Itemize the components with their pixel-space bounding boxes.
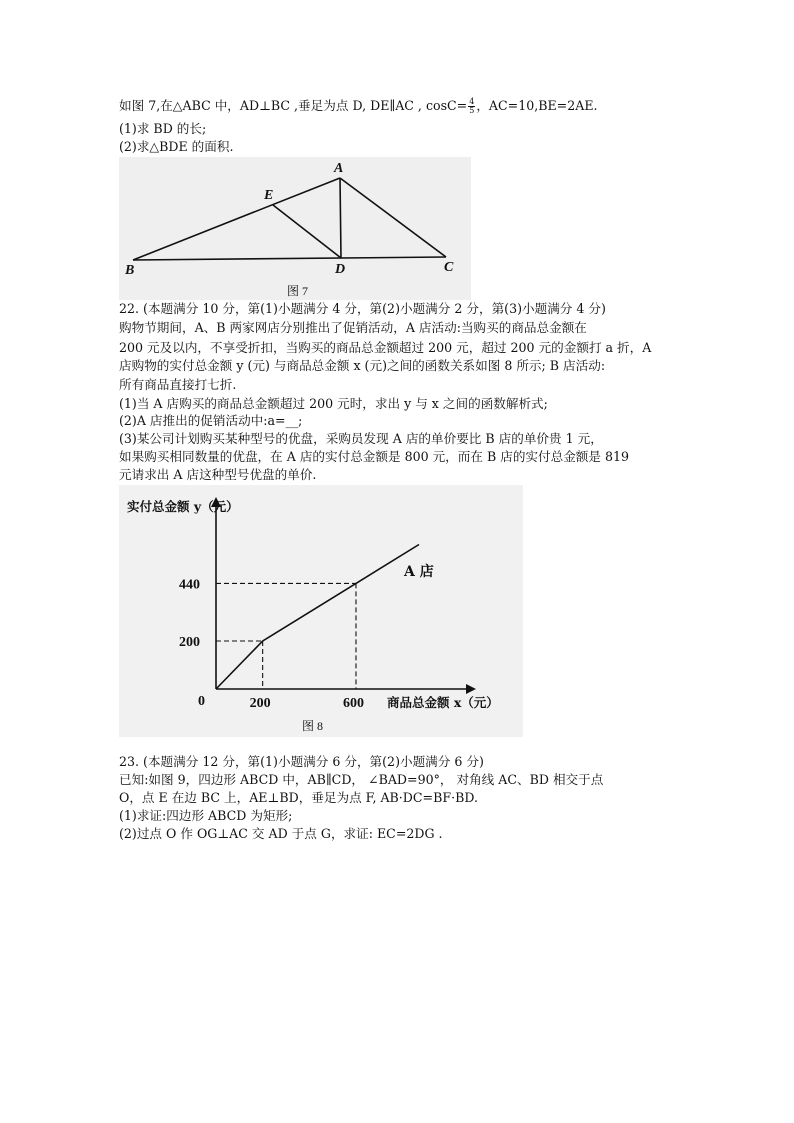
q22-text-1: 购物节期间，A、B 两家网店分别推出了促销活动，A 店活动:当购买的商品总金额在 [119, 320, 587, 335]
q23-text-2: O，点 E 在边 BC 上，AE⊥BD，垂足为点 F, AB·DC=BF·BD. [119, 790, 478, 805]
q22-header: 22. (本题满分 10 分，第(1)小题满分 4 分，第(2)小题满分 2 分，第(3)小题满分 4 分) [119, 301, 606, 316]
segment-ad [340, 178, 341, 258]
q22-part3-line1: (3)某公司计划购买某种型号的优盘，采购员发现 A 店的单价要比 B 店的单价贵 1 元， [119, 431, 603, 446]
series-a-label: A 店 [404, 564, 434, 580]
y-tick-label-0: 200 [179, 635, 200, 650]
label-e: E [264, 188, 274, 203]
figure-7 [119, 157, 471, 300]
fraction-denominator: 5 [469, 106, 475, 115]
label-c: C [444, 260, 454, 275]
q21-intro-b: ，AC=10,BE=2AE. [476, 98, 598, 113]
q22-part3-line3: 元请求出 A 店这种型号优盘的单价. [119, 467, 317, 482]
q22-text-2: 200 元及以内，不享受折扣，当购买的商品总金额超过 200 元，超过 200 元的金额打 a 折，A [119, 340, 652, 355]
figure-7-caption: 图 7 [287, 284, 309, 298]
q21-part1: (1)求 BD 的长; [119, 121, 207, 136]
q22-text-4: 所有商品直接打七折. [119, 377, 237, 392]
y-axis-label: 实付总金额 y（元） [127, 499, 239, 514]
q23-text-1: 已知:如图 9，四边形 ABCD 中，AB∥CD， ∠BAD=90°， 对角线 AC、BD 相交于点 [119, 772, 604, 787]
q22-text-3: 店购物的实付总金额 y (元) 与商品总金额 x (元)之间的函数关系如图 8 所示; B 店活动: [119, 358, 606, 373]
figure-7-background [119, 157, 471, 300]
x-axis-label: 商品总金额 x（元） [387, 695, 499, 710]
q23-part1: (1)求证:四边形 ABCD 为矩形; [119, 808, 293, 823]
label-b: B [125, 263, 135, 278]
q22-part3-line2: 如果购买相同数量的优盘，在 A 店的实付总金额是 800 元，而在 B 店的实付总金额是 819 [119, 449, 630, 464]
q23-part2: (2)过点 O 作 OG⊥AC 交 AD 于点 G，求证: EC=2DG . [119, 826, 443, 841]
x-tick-label-1: 600 [342, 696, 364, 711]
q21-part2: (2)求△BDE 的面积. [119, 139, 234, 154]
figure-8 [119, 485, 523, 737]
q22-part2: (2)A 店推出的促销活动中:a=__; [119, 413, 303, 428]
q23-header: 23. (本题满分 12 分，第(1)小题满分 6 分，第(2)小题满分 6 分) [119, 754, 484, 769]
q22-part1: (1)当 A 店购买的商品总金额超过 200 元时，求出 y 与 x 之间的函数解析式; [119, 396, 548, 411]
figure-8-caption: 图 8 [302, 719, 324, 733]
label-a: A [334, 161, 344, 176]
cos-fraction [468, 98, 475, 115]
q21-intro-a: 如图 7,在△ABC 中，AD⊥BC ,垂足为点 D, DE∥AC , cosC= [119, 98, 468, 113]
origin-label: 0 [198, 694, 205, 709]
fraction-numerator: 4 [469, 97, 475, 106]
label-d: D [335, 262, 346, 277]
x-tick-label-0: 200 [249, 696, 271, 711]
y-tick-label-1: 440 [179, 577, 200, 593]
q21-intro [119, 98, 598, 115]
